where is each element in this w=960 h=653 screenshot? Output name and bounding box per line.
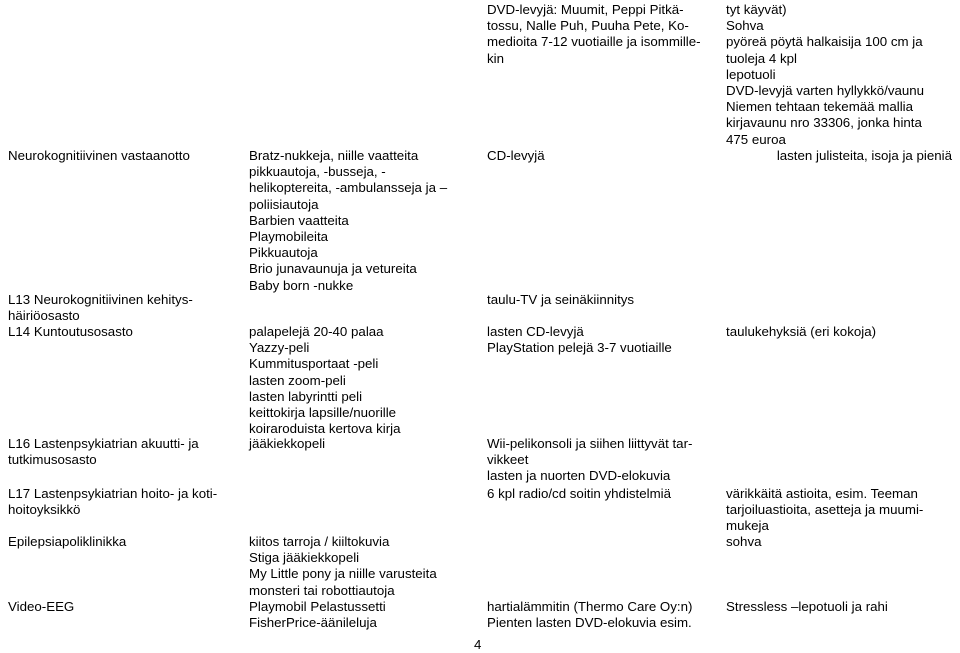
cell-line: kin [487, 50, 504, 66]
cell-line: lasten ja nuorten DVD-elokuvia [487, 468, 671, 484]
cell-line: Niemen tehtaan tekemää mallia [726, 99, 913, 115]
neuro-unit-cell [8, 148, 240, 164]
cell-line: Stiga jääkiekkopeli [249, 550, 360, 566]
cell-line: Brio junavaunuja ja vetureita [249, 261, 417, 277]
epilepsy-toys-cell [249, 534, 477, 599]
cell-line: mukeja [726, 518, 769, 534]
cell-line: keittokirja lapsille/nuorille [249, 405, 397, 421]
cell-line: DVD-levyjä varten hyllykkö/vaunu [726, 83, 925, 99]
cell-line: kiitos tarroja / kiiltokuvia [249, 534, 390, 549]
cell-line: CD-levyjä [487, 148, 545, 163]
cell-line: tossu, Nalle Puh, Puuha Pete, Ko- [487, 18, 689, 34]
top-furniture-cell [726, 2, 958, 148]
cell-line: 6 kpl radio/cd soitin yhdistelmiä [487, 486, 672, 501]
cell-line: lasten CD-levyjä [487, 324, 584, 339]
l14-equipment-cell [487, 324, 715, 356]
cell-line: L14 Kuntoutusosasto [8, 324, 133, 339]
cell-line: Yazzy-peli [249, 340, 310, 356]
l16-equipment-cell [487, 436, 715, 485]
cell-line: My Little pony ja niille varusteita [249, 566, 437, 582]
cell-line: koiraroduista kertova kirja [249, 421, 401, 437]
cell-line: tarjoiluastioita, asetteja ja muumi- [726, 502, 924, 518]
l17-unit-cell [8, 486, 240, 518]
cell-line: taulu-TV ja seinäkiinnitys [487, 292, 635, 307]
cell-line: Barbien vaatteita [249, 212, 349, 228]
l16-unit-cell [8, 436, 240, 468]
cell-line: taulukehyksiä (eri kokoja) [726, 324, 877, 339]
cell-line: lasten labyrintti peli [249, 388, 363, 404]
cell-line: poliisiautoja [249, 196, 319, 212]
neuro-equipment-cell [487, 148, 715, 164]
eeg-equipment-cell [487, 599, 715, 631]
l17-furniture-cell [726, 486, 958, 535]
eeg-toys-cell [249, 599, 477, 631]
neuro-furniture-cell [726, 148, 952, 164]
cell-line: Pikkuautoja [249, 245, 318, 261]
l14-unit-cell [8, 324, 240, 340]
cell-line: lasten julisteita, isoja ja pieniä [776, 148, 952, 163]
cell-line: hartialämmitin (Thermo Care Oy:n) [487, 599, 693, 614]
cell-line: värikkäitä astioita, esim. Teeman [726, 486, 918, 501]
cell-line: hoitoyksikkö [8, 502, 81, 518]
neuro-toys-cell [249, 148, 477, 294]
cell-line: tutkimusosasto [8, 452, 97, 468]
l16-toys-cell [249, 436, 477, 452]
l13-equipment-cell [487, 292, 715, 308]
cell-line: pikkuautoja, -busseja, - [249, 164, 386, 180]
cell-line: Kummitusportaat -peli [249, 356, 379, 372]
cell-line: lasten zoom-peli [249, 372, 346, 388]
cell-line: PlayStation pelejä 3-7 vuotiaille [487, 340, 672, 356]
cell-line: Wii-pelikonsoli ja siihen liittyvät tar- [487, 436, 693, 451]
cell-line: 475 euroa [726, 131, 786, 147]
cell-line: L17 Lastenpsykiatrian hoito- ja koti- [8, 486, 218, 501]
epilepsy-furniture-cell [726, 534, 958, 550]
cell-line: jääkiekkopeli [249, 436, 326, 451]
cell-line: palapelejä 20-40 palaa [249, 324, 384, 339]
cell-line: Neurokognitiivinen vastaanotto [8, 148, 190, 163]
cell-line: lepotuoli [726, 66, 776, 82]
top-equipment-cell [487, 2, 715, 67]
cell-line: Bratz-nukkeja, niille vaatteita [249, 148, 419, 163]
cell-line: pyöreä pöytä halkaisija 100 cm ja [726, 34, 923, 50]
epilepsy-unit-cell [8, 534, 240, 550]
cell-line: häiriöosasto [8, 308, 80, 324]
cell-line: kirjavaunu nro 33306, jonka hinta [726, 115, 922, 131]
cell-line: Playmobil Pelastussetti [249, 599, 386, 614]
l14-furniture-cell [726, 324, 958, 340]
cell-line: L16 Lastenpsykiatrian akuutti- ja [8, 436, 199, 451]
cell-line: Video-EEG [8, 599, 75, 614]
cell-line: FisherPrice-äänileluja [249, 615, 377, 631]
cell-line: DVD-levyjä: Muumit, Peppi Pitkä- [487, 2, 684, 17]
cell-line: medioita 7-12 vuotiaille ja isommille- [487, 34, 701, 50]
cell-line: Pienten lasten DVD-elokuvia esim. [487, 615, 692, 631]
cell-line: sohva [726, 534, 762, 549]
cell-line: helikoptereita, -ambulansseja ja – [249, 180, 448, 196]
cell-line: Epilepsiapoliklinikka [8, 534, 127, 549]
cell-line: Baby born -nukke [249, 277, 354, 293]
eeg-furniture-cell [726, 599, 958, 615]
cell-line: vikkeet [487, 452, 529, 468]
page-number: 4 [474, 637, 482, 652]
eeg-unit-cell [8, 599, 240, 615]
cell-line: monsteri tai robottiautoja [249, 582, 395, 598]
cell-line: Playmobileita [249, 229, 329, 245]
cell-line: tyt käyvät) [726, 2, 787, 17]
l17-equipment-cell [487, 486, 715, 502]
cell-line: Stressless –lepotuoli ja rahi [726, 599, 888, 614]
cell-line: Sohva [726, 18, 764, 34]
l14-toys-cell [249, 324, 477, 437]
cell-line: L13 Neurokognitiivinen kehitys- [8, 292, 193, 307]
cell-line: tuoleja 4 kpl [726, 50, 797, 66]
l13-unit-cell [8, 292, 240, 324]
